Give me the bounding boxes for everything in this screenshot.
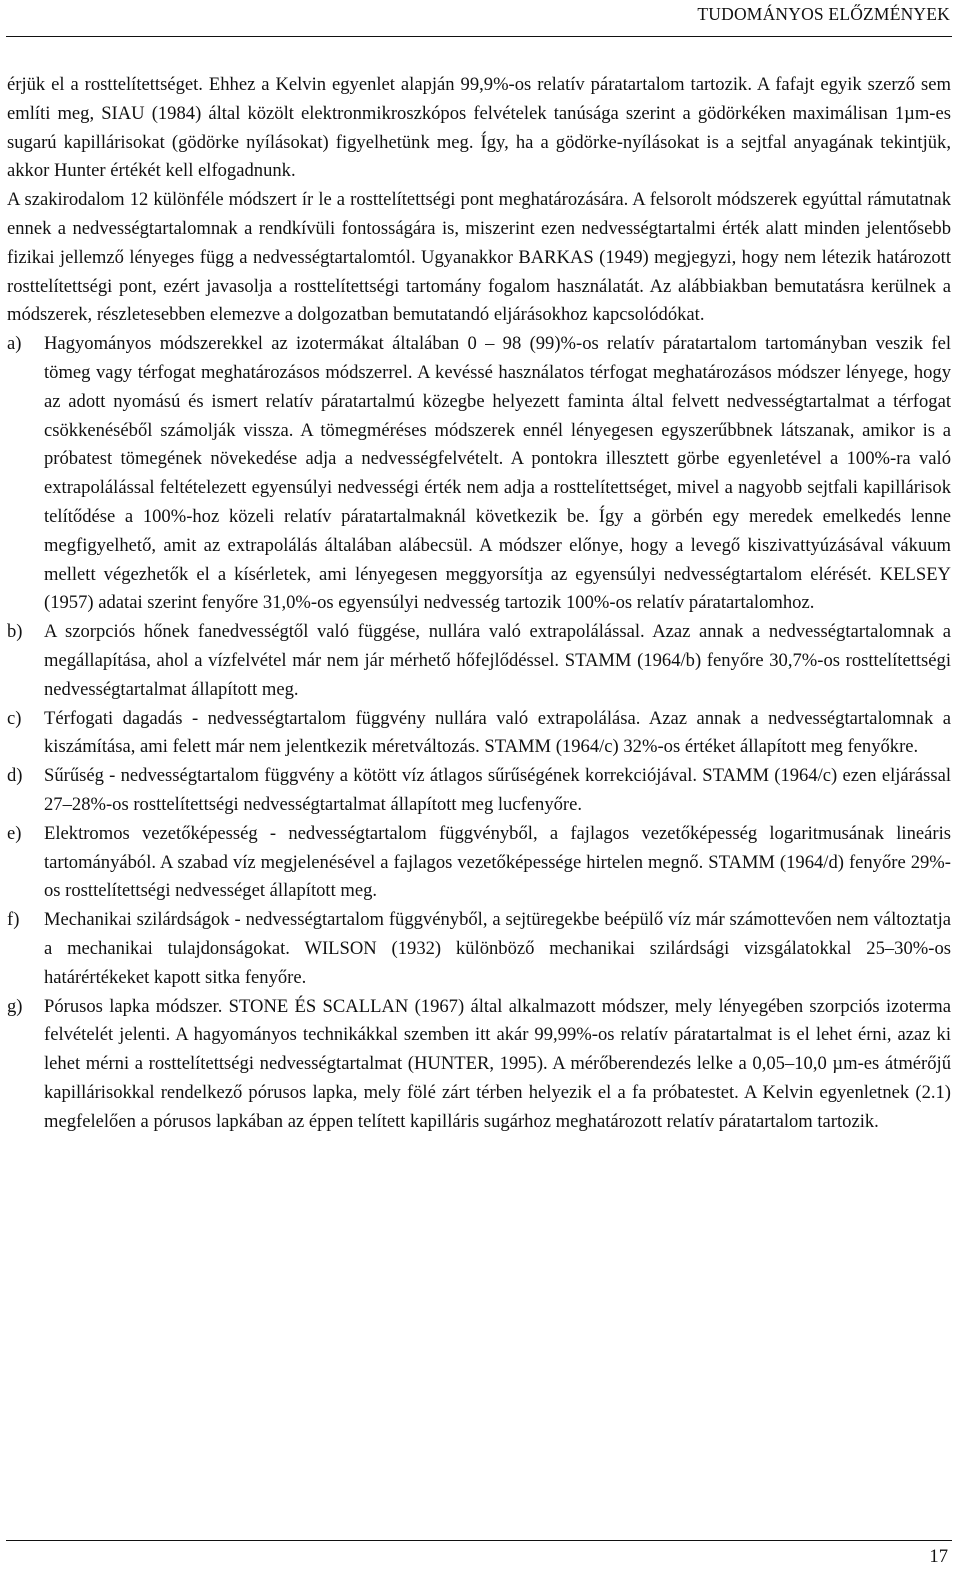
list-item	[7, 705, 951, 763]
list-item-label: c)	[7, 707, 22, 729]
footer-rule	[6, 1540, 952, 1541]
paragraph: érjük el a rosttelítettséget. Ehhez a Kelvin egyenlet alapján 99,9%-os relatív páratartalom tartozik. A fafajt egyik szerző sem említi meg, SIAU (1984) által közölt elektronmikroszkópos felvételek tanúsága szerint a gödörkéken maximálisan 1µm-es sugarú kapillárisokat (gödörke nyílásokat) figyelhetünk meg. Így, ha a gödörke-nyílásokat is a sejtfal anyagának tekintjük, akkor Hunter értékét kell elfogadnunk.	[7, 74, 951, 182]
running-head: TUDOMÁNYOS ELŐZMÉNYEK	[697, 4, 950, 24]
list-item-text: Pórusos lapka módszer. STONE ÉS SCALLAN (1967) által alkalmazott módszer, mely lényegében szorpciós izoterma felvételét jelenti. A hagyományos technikákkal szemben itt akár 99,99%-os relatív páratartalmat is el lehet érni, azaz ki lehet mérni a rosttelítettségi nedvességtartalmat (HUNTER, 1995). A mérőberendezés lelke a 0,05–10,0 µm-es átmérőjű kapillárisokkal rendelkező pórusos lapka, mely fölé zárt térben helyezik el a fa próbatestet. A Kelvin egyenletnek (2.1) megfelelően a pórusos lapkában az éppen telített kapilláris sugárhoz meghatározott relatív páratartalom tartozik.	[44, 995, 951, 1132]
list-item-text: Mechanikai szilárdságok - nedvességtartalom függvényből, a sejtüregekbe beépülő víz már számottevően nem változtatja a mechanikai tulajdonságokat. WILSON (1932) különböző mechanikai szilárdsági vizsgálatokkal 25–30%-os határértékeket kapott sitka fenyőre.	[44, 909, 951, 988]
page-number: 17	[929, 1546, 948, 1567]
list-item-label: d)	[7, 765, 23, 787]
list-item-label: e)	[7, 822, 22, 844]
paragraph: A szakirodalom 12 különféle módszert ír le a rosttelítettségi pont meghatározására. A felsorolt módszerek egyúttal rámutatnak ennek a nedvességtartalomnak a rendkívüli fontosságára is, miszerint ezen nedvességtartalmi érték alatt minden jelentősebb fizikai jellemző lényeges függ a nedvességtartalomtól. Ugyanakkor BARKAS (1949) megjegyzi, hogy nem létezik határozott rosttelítettségi pont, ezért javasolja a rosttelítettségi tartomány fogalom használatát. Az alábbiakban bemutatásra kerülnek a módszerek, részletesebben elemezve a dolgozatban bemutatandó eljárásokhoz kapcsolódókat.	[7, 189, 951, 326]
list-item-text: Hagyományos módszerekkel az izotermákat általában 0 – 98 (99)%-os relatív páratartalom tartományban veszik fel tömeg vagy térfogat meghatározásos módszerrel. A kevéssé használatos térfogat meghatározásos módszer lényege, hogy az adott nyomású és ismert relatív páratartalmú közegbe helyezett faminta által felvett nedvességtartalmat a térfogat csökkenéséből számolják vissza. A tömegméréses módszerek ennél lényegesen egyszerűbbnek látszanak, amikor is a próbatest tömegének növekedése adja a nedvességfelvételt. A pontokra illesztett görbe egyenletével a 100%-ra való extrapolálással feltételezett egyensúlyi nedvességi érték nem adja a rosttelítettséget, mivel a nagyobb sejtfali kapillárisok telítődése a 100%-hoz közeli relatív páratartalmaknál következik be. Így a görbén egy meredek emelkedés lenne megfigyelhető, amit az extrapolálás általában alábecsül. A módszer előnye, hogy a levegő kiszivattyúzásával vákuum mellett végezhetők el a kísérletek, ami lényegesen meggyorsítja az egyensúlyi nedvességtartalom elérését. KELSEY (1957) adatai szerint fenyőre 31,0%-os egyensúlyi nedvesség tartozik 100%-os relatív páratartalomhoz.	[44, 333, 951, 614]
list-item	[7, 993, 951, 1137]
methods-list	[7, 330, 951, 1136]
header-rule	[6, 36, 952, 37]
list-item	[7, 762, 951, 820]
list-item-label: g)	[7, 995, 23, 1017]
list-item-label: b)	[7, 621, 23, 643]
list-item	[7, 820, 951, 906]
list-item-text: Sűrűség - nedvességtartalom függvény a kötött víz átlagos sűrűségének korrekciójával. STAMM (1964/c) ezen eljárással 27–28%-os rosttelítettségi nedvességtartalmat állapított meg lucfenyőre.	[44, 765, 951, 815]
list-item	[7, 330, 951, 618]
list-item-label: a)	[7, 333, 22, 355]
list-item-text: Térfogati dagadás - nedvességtartalom függvény nullára való extrapolálása. Azaz annak a nedvességtartalomnak a kiszámítása, ami felett már nem jelentkezik méretváltozás. STAMM (1964/c) 32%-os értéket állapított meg fenyőkre.	[44, 707, 951, 758]
list-item-label: f)	[7, 909, 20, 931]
list-item	[7, 906, 951, 992]
list-item-text: A szorpciós hőnek fanedvességtől való függése, nullára való extrapolálással. Azaz annak a nedvességtartalomnak a megállapítása, ahol a vízfelvétel már nem jár mérhető hőfejlődéssel. STAMM (1964/b) fenyőre 30,7%-os rosttelítettségi nedvességtartalmat állapított meg.	[44, 621, 951, 700]
list-item-text: Elektromos vezetőképesség - nedvességtartalom függvényből, a fajlagos vezetőképesség logaritmusának lineáris tartományából. A szabad víz megjelenésével a fajlagos vezetőképessége hirtelen megnő. STAMM (1964/d) fenyőre 29%-os rosttelítettségi nedvességet állapított meg.	[44, 822, 951, 902]
list-item	[7, 618, 951, 704]
page-body	[7, 71, 951, 1136]
